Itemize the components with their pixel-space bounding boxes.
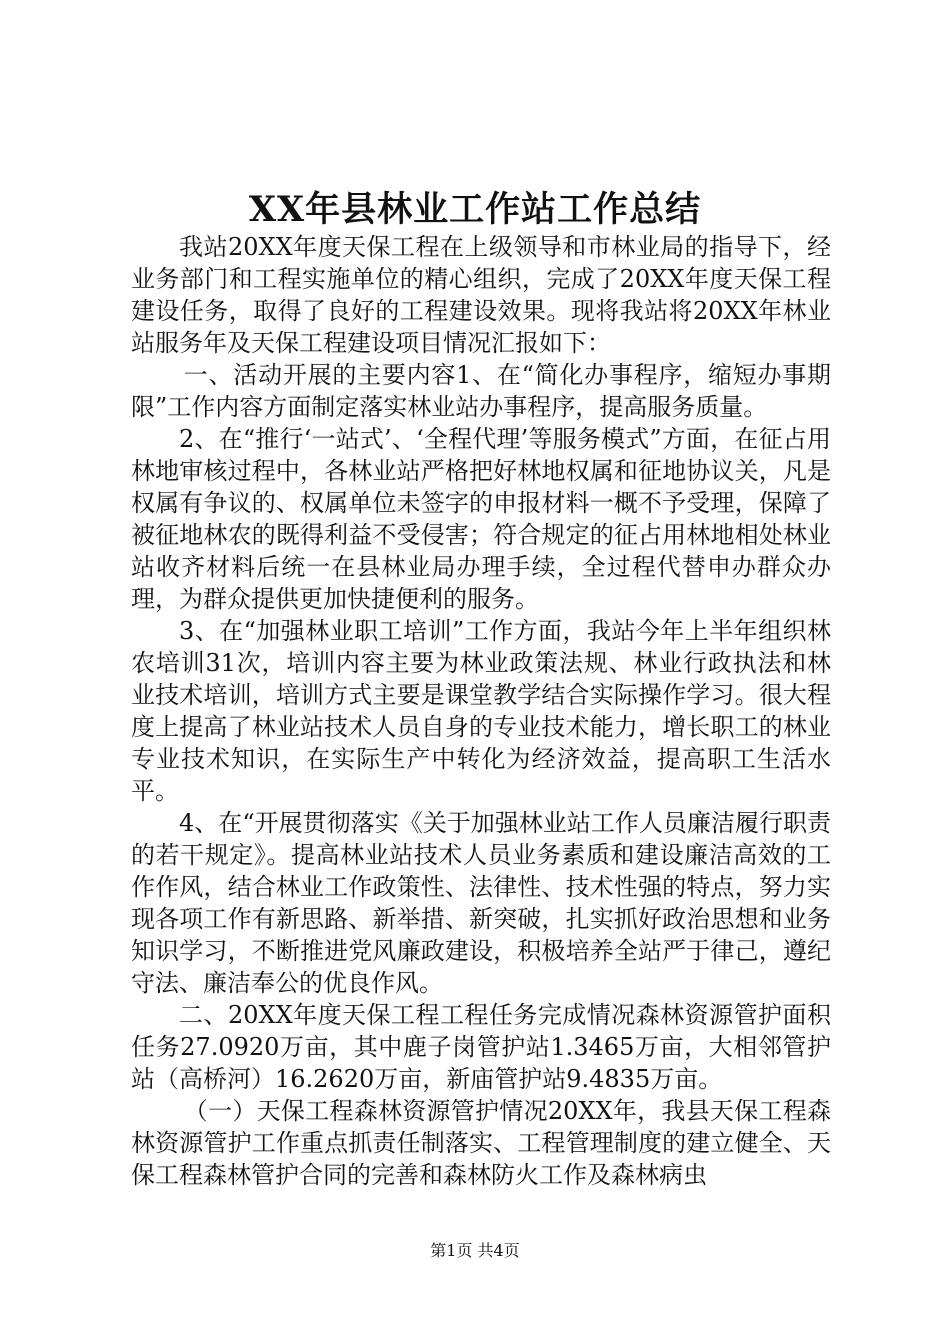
paragraph-intro: 我站20XX年度天保工程在上级领导和市林业局的指导下，经业务部门和工程实施单位的精心组织，完成了20XX年度天保工程建设任务，取得了良好的工程建设效果。现将我站将20XX年林业站服务年及天保工程建设项目情况汇报如下： bbox=[131, 233, 831, 357]
document-title: XX年县林业工作站工作总结 bbox=[248, 189, 702, 230]
page-number: 第1页 共4页 bbox=[430, 1241, 520, 1260]
document-body bbox=[131, 231, 831, 1191]
paragraph-section-two: 二、20XX年度天保工程工程任务完成情况森林资源管护面积任务27.0920万亩，其中鹿子岗管护站1.3465万亩，大相邻管护站（高桥河）16.2620万亩，新庙管护站9.4835万亩。 bbox=[131, 1001, 831, 1093]
paragraph-subsection-one: （一）天保工程森林资源管护情况20XX年，我县天保工程森林资源管护工作重点抓责任制落实、工程管理制度的建立健全、天保工程森林管护合同的完善和森林防火工作及森林病虫 bbox=[131, 1097, 831, 1189]
paragraph-section-one: 一、活动开展的主要内容1、在“简化办事程序，缩短办事期限”工作内容方面制定落实林业站办事程序，提高服务质量。 bbox=[131, 361, 831, 421]
paragraph-item-three: 3、在“加强林业职工培训”工作方面，我站今年上半年组织林农培训31次，培训内容主要为林业政策法规、林业行政执法和林业技术培训，培训方式主要是课堂教学结合实际操作学习。很大程度上提高了林业站技术人员自身的专业技术能力，增长职工的林业专业技术知识，在实际生产中转化为经济效益，提高职工生活水平。 bbox=[131, 617, 831, 805]
paragraph-item-two: 2、在“推行‘一站式’、‘全程代理’等服务模式”方面，在征占用林地审核过程中，各林业站严格把好林地权属和征地协议关，凡是权属有争议的、权属单位未签字的申报材料一概不予受理，保障了被征地林农的既得利益不受侵害；符合规定的征占用林地相处林业站收齐材料后统一在县林业局办理手续，全过程代替申办群众办理，为群众提供更加快捷便利的服务。 bbox=[131, 425, 831, 613]
paragraph-item-four: 4、在“开展贯彻落实《关于加强林业站工作人员廉洁履行职责的若干规定》。提高林业站技术人员业务素质和建设廉洁高效的工作作风，结合林业工作政策性、法律性、技术性强的特点，努力实现各项工作有新思路、新举措、新突破，扎实抓好政治思想和业务知识学习，不断推进党风廉政建设，积极培养全站严于律己，遵纪守法、廉洁奉公的优良作风。 bbox=[131, 809, 831, 997]
